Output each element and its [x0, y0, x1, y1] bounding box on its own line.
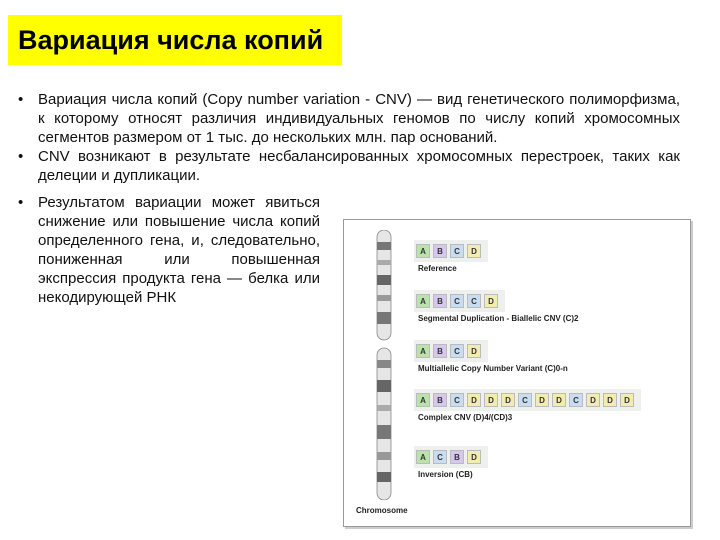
bullet-item — [10, 90, 680, 147]
segment-cell-d: D — [552, 393, 566, 407]
cnv-diagram-figure — [343, 219, 691, 527]
bullet-text: CNV возникают в результате несбалансированных хромосомных перестроек, таких как делеции и дупликации. — [38, 148, 680, 184]
slide-title-box — [8, 15, 342, 65]
diagram-row-label: Complex CNV (D)4/(CD)3 — [418, 413, 513, 422]
bullet-dot: • — [18, 148, 24, 165]
segment-cell-b: B — [433, 344, 447, 358]
diagram-row-label: Reference — [418, 264, 457, 273]
segment-cell-d: D — [586, 393, 600, 407]
bullet-dot: • — [18, 91, 24, 108]
segment-cell-c: C — [518, 393, 532, 407]
bullet-dot: • — [18, 194, 24, 211]
segment-cell-b: B — [433, 244, 447, 258]
segment-cell-b: B — [433, 393, 447, 407]
segment-cell-a: A — [416, 344, 430, 358]
segment-cell-c: C — [450, 244, 464, 258]
segment-cell-c: C — [450, 344, 464, 358]
diagram-row-label: Multiallelic Copy Number Variant (C)0-n — [418, 364, 568, 373]
segment-cell-d: D — [484, 294, 498, 308]
bullet-item — [10, 147, 680, 185]
segment-cell-c: C — [450, 294, 464, 308]
segment-cell-d: D — [467, 244, 481, 258]
segment-cell-d: D — [620, 393, 634, 407]
diagram-row-label: Inversion (CB) — [418, 470, 473, 479]
segment-cell-d: D — [467, 450, 481, 464]
slide-title: Вариация числа копий — [18, 24, 324, 55]
segment-cell-d: D — [501, 393, 515, 407]
segment-cell-c: C — [569, 393, 583, 407]
segment-cell-a: A — [416, 450, 430, 464]
segment-cell-c: C — [450, 393, 464, 407]
segment-cell-d: D — [467, 344, 481, 358]
diagram-segment-row — [416, 450, 484, 464]
segment-cell-d: D — [535, 393, 549, 407]
segment-cell-d: D — [467, 393, 481, 407]
segment-cell-a: A — [416, 393, 430, 407]
diagram-segment-row — [416, 344, 484, 358]
diagram-row-label: Segmental Duplication - Biallelic CNV (C)2 — [418, 314, 579, 323]
segment-cell-d: D — [603, 393, 617, 407]
chromosome-illustration — [374, 230, 394, 500]
bullet-item — [10, 193, 320, 307]
segment-cell-b: B — [433, 294, 447, 308]
segment-cell-a: A — [416, 244, 430, 258]
segment-cell-c: C — [433, 450, 447, 464]
segment-cell-c: C — [467, 294, 481, 308]
diagram-segment-row — [416, 294, 501, 308]
bullet-text: Результатом вариации может явиться снижение или повышение числа копий определенного гена, и, следовательно, пониженная или повышенная экспрессия продукта гена — белка или некодирующей РНК — [38, 194, 320, 306]
segment-cell-d: D — [484, 393, 498, 407]
chromosome-label: Chromosome — [356, 506, 408, 515]
segment-cell-b: B — [450, 450, 464, 464]
diagram-segment-row — [416, 244, 484, 258]
diagram-segment-row — [416, 393, 637, 407]
segment-cell-a: A — [416, 294, 430, 308]
bullet-text: Вариация числа копий (Copy number variation - CNV) — вид генетического полиморфизма, к которому относят различия индивидуальных геномов по числу копий хромосомных сегментов размером от 1 тыс. до нескольких млн. пар оснований. — [38, 91, 680, 146]
